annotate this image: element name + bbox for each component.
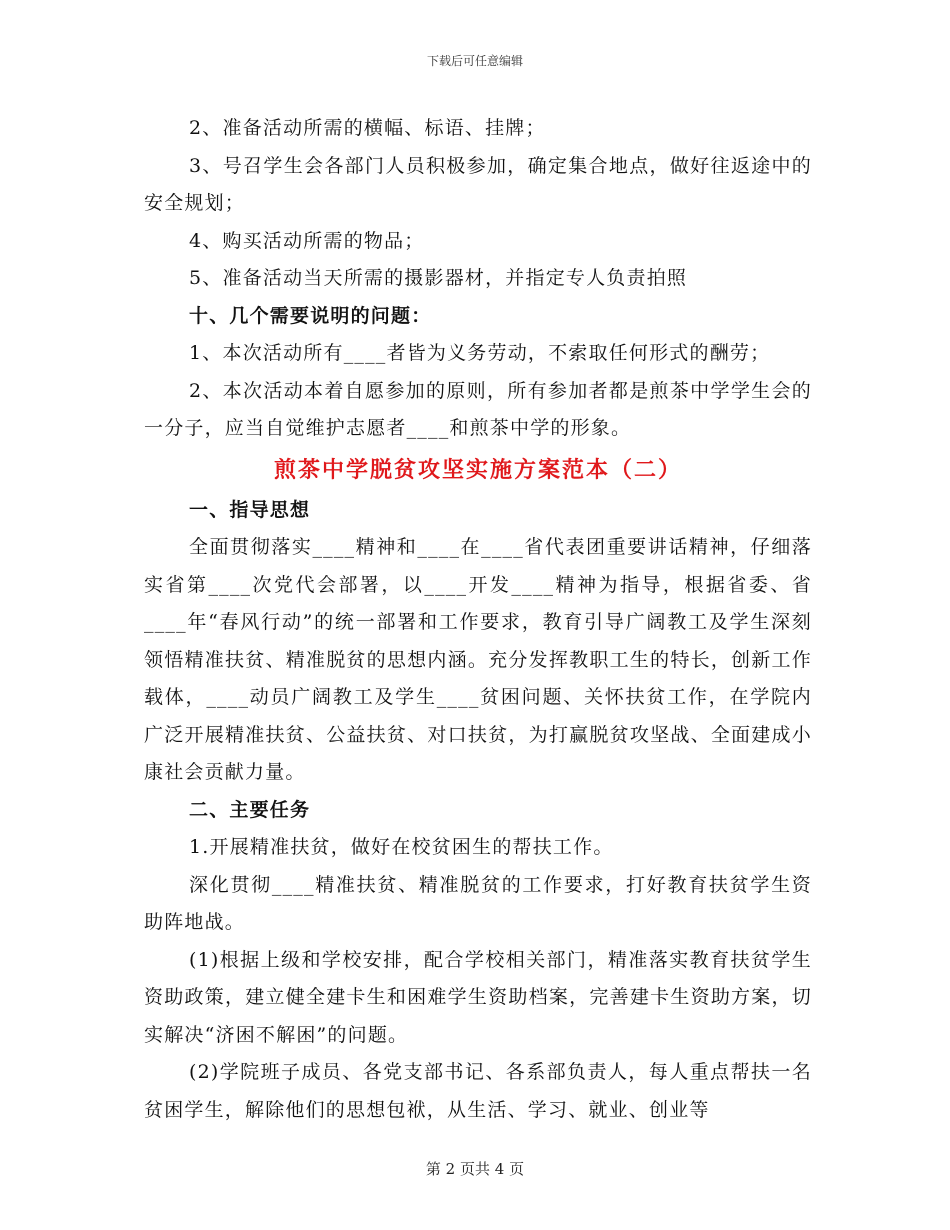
section-heading-main-tasks: 二、主要任务: [189, 798, 311, 821]
document-body: [144, 110, 812, 1129]
paragraph-rally-members: 3、号召学生会各部门人员积极参加，确定集合地点，做好往返途中的安全规划；: [144, 154, 812, 214]
paragraph-item-1: (1)根据上级和学校安排，配合学校相关部门，精准落实教育扶贫学生资助政策，建立健全建卡生和困难学生资助档案，完善建卡生资助方案，切实解决“济困不解困”的问题。: [144, 948, 812, 1046]
paragraph-guiding-thought: 全面贯彻落实____精神和____在____省代表团重要讲话精神，仔细落实省第____次党代会部署，以____开发____精神为指导，根据省委、省____年“春风行动”的统一部署和工作要求，教育引导广阔教工及学生深刻领悟精准扶贫、精准脱贫的思想内涵。充分发挥教职工生的特长，创新工作载体，____动员广阔教工及学生____贫困问题、关怀扶贫工作，在学院内广泛开展精准扶贫、公益扶贫、对口扶贫，为打赢脱贫攻坚战、全面建成小康社会贡献力量。: [144, 536, 812, 783]
paragraph-prep-banners: 2、准备活动所需的横幅、标语、挂牌；: [189, 117, 546, 139]
paragraph-photo-equipment: 5、准备活动当天所需的摄影器材，并指定专人负责拍照: [189, 267, 688, 289]
page-footer: 第 2 页共 4 页: [425, 1160, 525, 1178]
paragraph-buy-supplies: 4、购买活动所需的物品；: [189, 229, 425, 252]
paragraph-volunteer-labor: 1、本次活动所有____者皆为义务劳动，不索取任何形式的酬劳；: [189, 342, 771, 364]
paragraph-deepen-implementation: 深化贯彻____精准扶贫、精准脱贫的工作要求，打好教育扶贫学生资助阵地战。: [144, 873, 812, 933]
section-heading-guiding-thought: 一、指导思想: [189, 498, 311, 521]
paragraph-item-2: (2)学院班子成员、各党支部书记、各系部负责人，每人重点帮扶一名贫困学生，解除他们的思想包袱，从生活、学习、就业、创业等: [144, 1061, 812, 1121]
paragraph-voluntary-principle: 2、本次活动本着自愿参加的原则，所有参加者都是煎茶中学学生会的一分子，应当自觉维护志愿者____和煎茶中学的形象。: [144, 379, 812, 439]
header-note: 下载后可任意编辑: [426, 54, 523, 68]
section-heading-notes: 十、几个需要说明的问题：: [189, 304, 432, 327]
document-title: 煎茶中学脱贫攻坚实施方案范本（二）: [273, 456, 682, 483]
paragraph-task-1: 1.开展精准扶贫，做好在校贫困生的帮扶工作。: [189, 836, 614, 858]
